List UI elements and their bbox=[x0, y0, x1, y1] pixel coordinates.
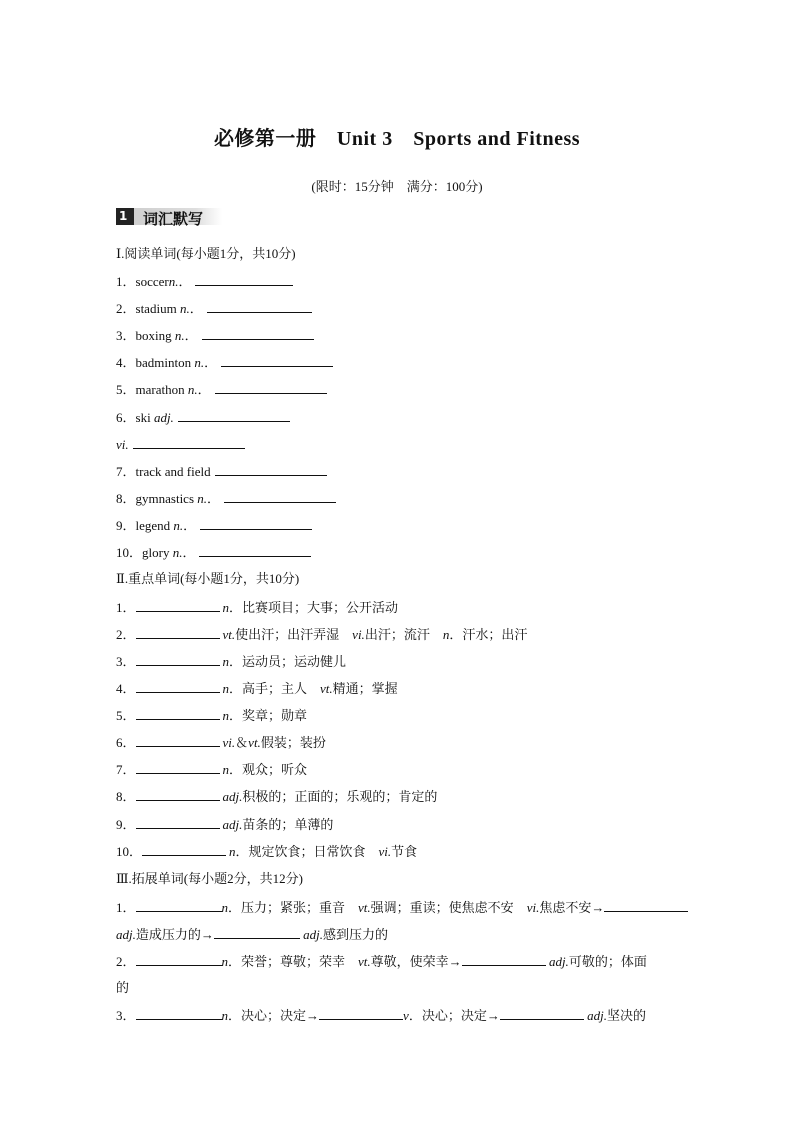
part2-item: 7． n．观众；听众 bbox=[116, 762, 308, 777]
answer-blank[interactable] bbox=[136, 898, 222, 912]
part2-item: 9． adj.苗条的；单薄的 bbox=[116, 817, 334, 832]
part1-item: 7．track and field bbox=[116, 462, 327, 481]
answer-blank[interactable] bbox=[142, 842, 226, 856]
part1-item: 8．gymnastics n.． bbox=[116, 489, 336, 508]
part2-item: 1． n．比赛项目；大事；公开活动 bbox=[116, 600, 399, 615]
part2-item: 2． vt.使出汗；出汗弄湿 vi.出汗；流汗 n．汗水；出汗 bbox=[116, 627, 528, 642]
section-title: 词汇默写 bbox=[143, 210, 204, 228]
part1-item: 5．marathon n.． bbox=[116, 380, 327, 399]
part1-item: 9．legend n.． bbox=[116, 516, 312, 535]
part3-item-2: 2． n．荣誉；尊敬；荣幸 vt.尊敬，使荣幸→ adj.可敬的；体面 bbox=[116, 954, 647, 969]
answer-blank[interactable] bbox=[133, 435, 245, 449]
answer-blank[interactable] bbox=[214, 925, 300, 939]
page-subtitle: (限时：15分钟 满分：100分) bbox=[311, 179, 483, 194]
part1-item: 6．ski adj. bbox=[116, 408, 290, 427]
part2-item: 6． vi.＆vt.假装；装扮 bbox=[116, 735, 326, 750]
answer-blank[interactable] bbox=[136, 815, 220, 829]
part2-item: 4． n．高手；主人 vt.精通；掌握 bbox=[116, 681, 398, 696]
answer-blank[interactable] bbox=[136, 952, 222, 966]
page-title: 必修第一册 Unit 3 Sports and Fitness bbox=[213, 128, 581, 150]
section-header bbox=[116, 206, 222, 228]
answer-blank[interactable] bbox=[224, 489, 336, 503]
part3-item-1-cont: adj.造成压力的→ adj.感到压力的 bbox=[116, 927, 389, 942]
answer-blank[interactable] bbox=[136, 652, 220, 666]
answer-blank[interactable] bbox=[195, 272, 293, 286]
part2-item: 8． adj.积极的；正面的；乐观的；肯定的 bbox=[116, 789, 438, 804]
part1-item: 3．boxing n.． bbox=[116, 326, 314, 345]
answer-blank[interactable] bbox=[200, 516, 312, 530]
answer-blank[interactable] bbox=[178, 408, 290, 422]
part1-item: 4．badminton n.． bbox=[116, 353, 333, 372]
part1-heading: Ⅰ.阅读单词(每小题1分，共10分) bbox=[116, 246, 296, 261]
part2-item: 5． n．奖章；勋章 bbox=[116, 708, 308, 723]
answer-blank[interactable] bbox=[604, 898, 688, 912]
part3-item-2-cont: 的 bbox=[116, 980, 130, 995]
part2-item: 10． n．规定饮食；日常饮食 vi.节食 bbox=[116, 844, 418, 859]
answer-blank[interactable] bbox=[136, 1006, 222, 1020]
answer-blank[interactable] bbox=[136, 733, 220, 747]
part1-item: vi. bbox=[116, 435, 245, 454]
answer-blank[interactable] bbox=[136, 787, 220, 801]
answer-blank[interactable] bbox=[136, 679, 220, 693]
part3-item-1: 1． n．压力；紧张；重音 vt.强调；重读；使焦虑不安 vi.焦虑不安→ bbox=[116, 898, 688, 917]
section-badge-icon: 1 bbox=[116, 208, 134, 225]
part2-heading: Ⅱ.重点单词(每小题1分，共10分) bbox=[116, 571, 300, 586]
answer-blank[interactable] bbox=[202, 326, 314, 340]
answer-blank[interactable] bbox=[215, 462, 327, 476]
answer-blank[interactable] bbox=[462, 952, 546, 966]
part3-heading: Ⅲ.拓展单词(每小题2分，共12分) bbox=[116, 871, 303, 886]
answer-blank[interactable] bbox=[215, 380, 327, 394]
answer-blank[interactable] bbox=[136, 706, 220, 720]
answer-blank[interactable] bbox=[319, 1006, 403, 1020]
part2-item: 3． n．运动员；运动健儿 bbox=[116, 654, 347, 669]
answer-blank[interactable] bbox=[136, 760, 220, 774]
part3-item-3: 3． n．决心；决定→ v．决心；决定→ adj.坚决的 bbox=[116, 1008, 646, 1023]
part1-item: 1．soccern.． bbox=[116, 272, 293, 291]
answer-blank[interactable] bbox=[221, 353, 333, 367]
part1-item: 2．stadium n.． bbox=[116, 299, 312, 318]
answer-blank[interactable] bbox=[500, 1006, 584, 1020]
answer-blank[interactable] bbox=[136, 598, 220, 612]
answer-blank[interactable] bbox=[136, 625, 220, 639]
answer-blank[interactable] bbox=[207, 299, 312, 313]
answer-blank[interactable] bbox=[199, 543, 311, 557]
part1-item: 10．glory n.． bbox=[116, 543, 311, 562]
